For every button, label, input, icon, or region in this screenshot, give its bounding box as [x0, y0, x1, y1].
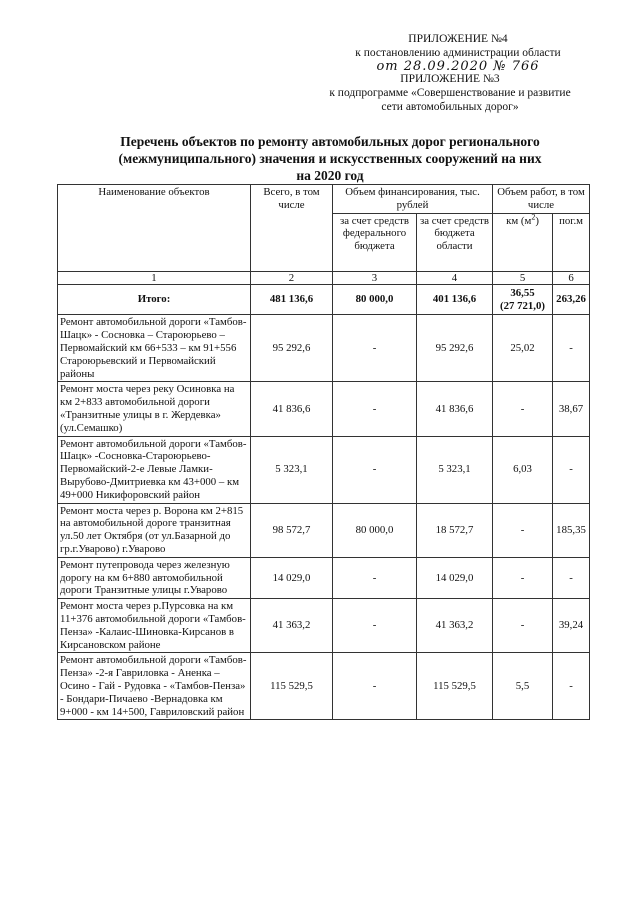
total-km [493, 285, 553, 315]
total-regional: 401 136,6 [417, 285, 493, 315]
table-row [58, 382, 590, 436]
object-km: 6,03 [493, 436, 553, 503]
appendix-header [318, 32, 598, 74]
index-cell: 4 [417, 271, 493, 285]
object-name: Ремонт путепровода через железную дорогу на км 6+880 автомобильной дороги Транзитные улицы г.Уварово [58, 557, 251, 598]
object-regional: 18 572,7 [417, 503, 493, 557]
col-header-regional: за счет средств бюджета области [417, 213, 493, 271]
subprogram-line-2: сети автомобильных дорог» [381, 101, 519, 113]
total-pm: 263,26 [553, 285, 590, 315]
objects-table [57, 184, 590, 720]
object-pm: 185,35 [553, 503, 590, 557]
col-header-km: км $(м^2)$ [493, 213, 553, 271]
col-header-name: Наименование объектов [58, 185, 251, 272]
object-federal: - [333, 557, 417, 598]
object-regional: 41 363,2 [417, 599, 493, 653]
object-total: 95 292,6 [251, 315, 333, 382]
index-cell: 5 [493, 271, 553, 285]
subprogram-line-1: к подпрограмме «Совершенствование и развитие [329, 87, 571, 99]
col-header-financing: Объем финансирования, тыс. рублей [333, 185, 493, 214]
object-federal: - [333, 653, 417, 720]
object-pm: - [553, 436, 590, 503]
object-pm: - [553, 315, 590, 382]
table-row [58, 503, 590, 557]
object-name: Ремонт автомобильной дороги «Тамбов-Шацк» -Сосновка-Староюрьево-Первомайский-2-е Левые Ламки-Вырубово-Дмитриевка км 43+000 – км 49+000 Никифоровский район [58, 436, 251, 503]
table-row [58, 653, 590, 720]
object-regional: 41 836,6 [417, 382, 493, 436]
appendix-4-label: ПРИЛОЖЕНИЕ №4 [408, 33, 508, 45]
total-km-value: 36,55 [510, 287, 535, 300]
object-pm: 39,24 [553, 599, 590, 653]
index-row [58, 271, 590, 285]
object-km: - [493, 382, 553, 436]
total-sum: 481 136,6 [251, 285, 333, 315]
total-km-area: (27 721,0) [500, 299, 545, 312]
object-pm: - [553, 557, 590, 598]
object-name: Ремонт моста через реку Осиновка на км 2+833 автомобильной дороги «Транзитные улицы в г. Жердевка» (ул.Семашко) [58, 382, 251, 436]
appendix-3-label: ПРИЛОЖЕНИЕ №3 [400, 73, 500, 85]
header-row-1 [58, 185, 590, 214]
resolution-reference: к постановлению администрации области [355, 47, 561, 59]
object-federal: - [333, 382, 417, 436]
object-total: 5 323,1 [251, 436, 333, 503]
col-header-works: Объем работ, в том числе [493, 185, 590, 214]
title-line-2: (межмуниципального) значения и искусственных сооружений на них [118, 151, 542, 166]
table-row [58, 436, 590, 503]
object-km: - [493, 503, 553, 557]
object-total: 115 529,5 [251, 653, 333, 720]
object-federal: 80 000,0 [333, 503, 417, 557]
handwritten-date-number: от 28.09.2020 № 766 [376, 59, 540, 74]
object-total: 98 572,7 [251, 503, 333, 557]
object-total: 41 836,6 [251, 382, 333, 436]
title-line-1: Перечень объектов по ремонту автомобильных дорог регионального [120, 134, 540, 149]
object-km: - [493, 557, 553, 598]
object-name: Ремонт моста через р.Пурсовка на км 11+376 автомобильной дороги «Тамбов-Пенза» -Калаис-Шиновка-Кирсанов в Кирсановском районе [58, 599, 251, 653]
table-row [58, 599, 590, 653]
document-title [70, 133, 590, 184]
total-label: Итого: [58, 285, 251, 315]
col-header-federal: за счет средств федерального бюджета [333, 213, 417, 271]
object-total: 41 363,2 [251, 599, 333, 653]
object-km: - [493, 599, 553, 653]
object-federal: - [333, 436, 417, 503]
object-regional: 5 323,1 [417, 436, 493, 503]
object-pm: 38,67 [553, 382, 590, 436]
object-regional: 115 529,5 [417, 653, 493, 720]
object-name: Ремонт моста через р. Ворона км 2+815 на автомобильной дороге транзитная ул.50 лет Октября (от ул.Базарной до гр.г.Уварово) г.Уварово [58, 503, 251, 557]
object-name: Ремонт автомобильной дороги «Тамбов-Пенза» -2-я Гавриловка - Аненка – Осино - Гай - Рудовка - «Тамбов-Пенза» - Бондари-Пичаево -Вернадовка км 9+000 - км 14+500, Гавриловский район [58, 653, 251, 720]
index-cell: 6 [553, 271, 590, 285]
index-cell: 1 [58, 271, 251, 285]
total-row [58, 285, 590, 315]
col-header-pm: пог.м [553, 213, 590, 271]
col-header-total: Всего, в том числе [251, 185, 333, 272]
table-row [58, 315, 590, 382]
object-pm: - [553, 653, 590, 720]
title-line-3: на 2020 год [296, 168, 364, 183]
index-cell: 3 [333, 271, 417, 285]
object-federal: - [333, 599, 417, 653]
subprogram-header [300, 72, 600, 114]
index-cell: 2 [251, 271, 333, 285]
object-regional: 95 292,6 [417, 315, 493, 382]
object-federal: - [333, 315, 417, 382]
object-km: 25,02 [493, 315, 553, 382]
table-row [58, 557, 590, 598]
total-federal: 80 000,0 [333, 285, 417, 315]
object-km: 5,5 [493, 653, 553, 720]
object-name: Ремонт автомобильной дороги «Тамбов-Шацк» - Сосновка – Староюрьево – Первомайский км 66+533 – км 91+556 Староюрьевский и Первомайский районы [58, 315, 251, 382]
object-regional: 14 029,0 [417, 557, 493, 598]
object-total: 14 029,0 [251, 557, 333, 598]
